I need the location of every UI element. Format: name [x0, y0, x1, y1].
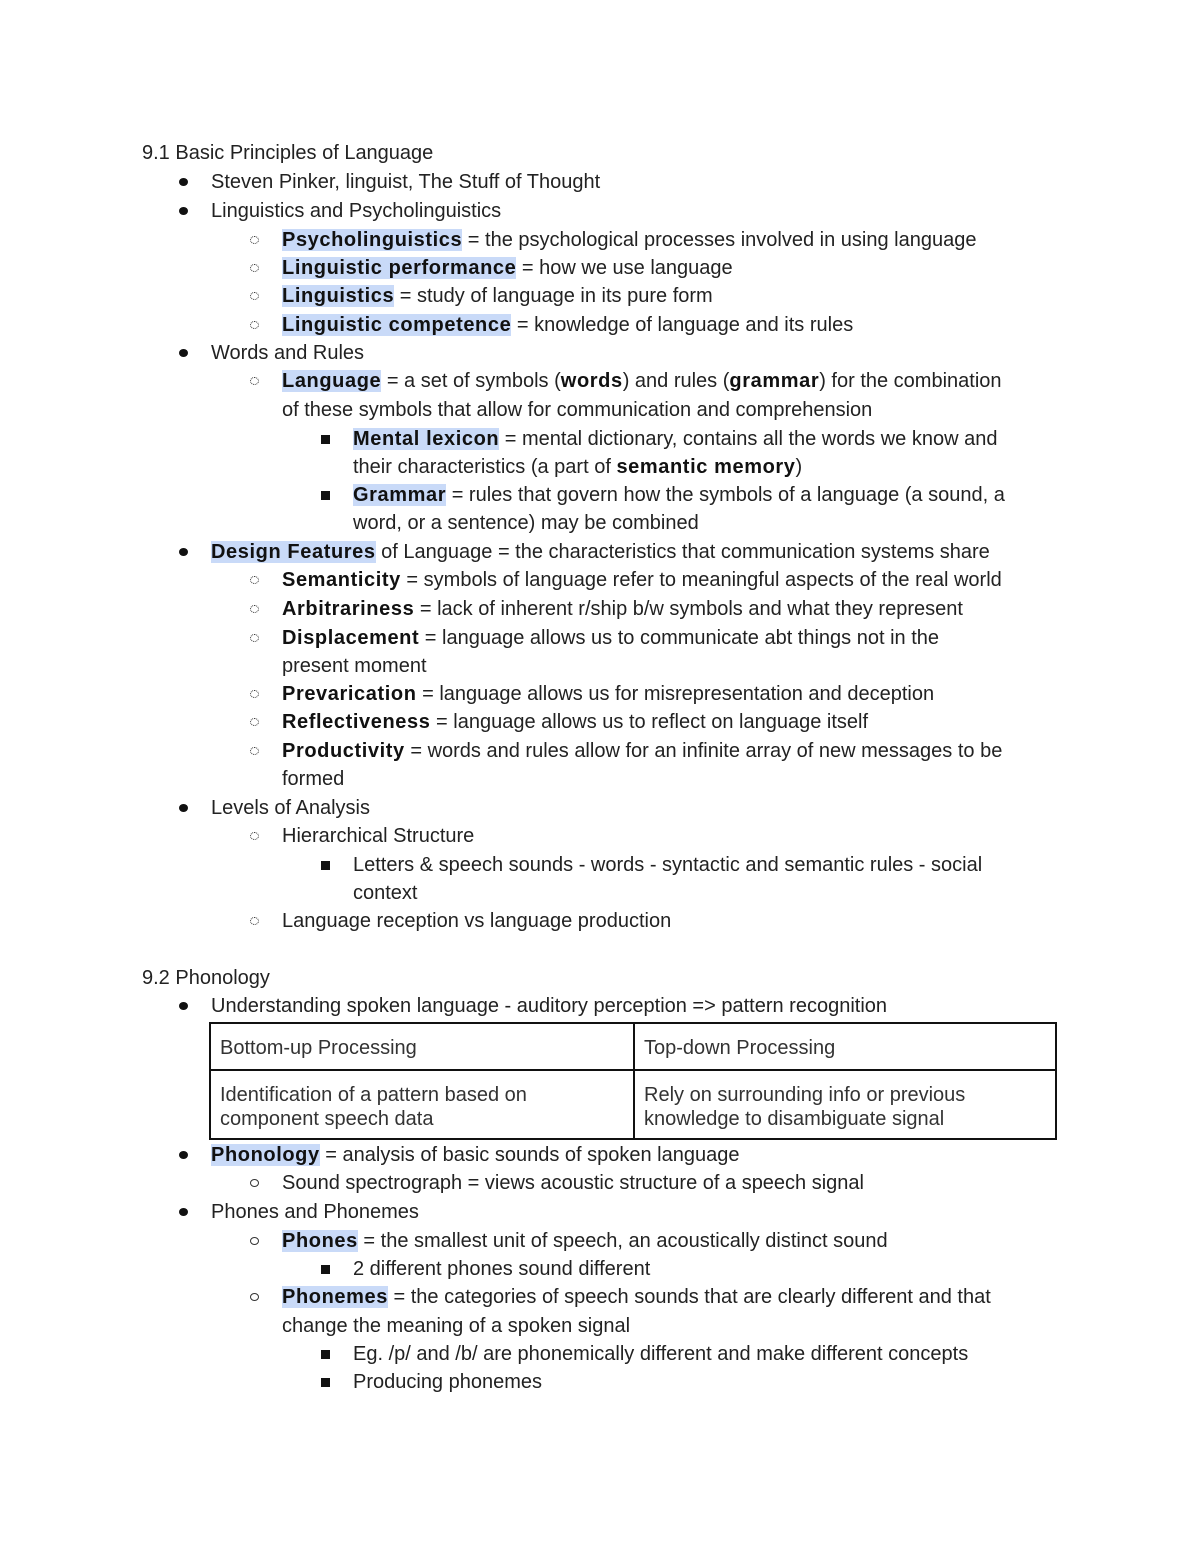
term-highlight: Design Features — [211, 541, 376, 563]
bullet-dotted-circle — [244, 737, 264, 765]
section-heading-9-1: 9.1 Basic Principles of Language — [142, 142, 434, 164]
definition-mental-lexicon-cont: their characteristics (a part of semantic memory) — [353, 456, 803, 478]
bullet-circle — [244, 1169, 264, 1197]
definition-grammar: Grammar = rules that govern how the symbols of a language (a sound, a — [353, 484, 1005, 506]
table-divider — [211, 1069, 1055, 1071]
bullet-square — [315, 425, 335, 453]
bullet-disc — [173, 339, 193, 367]
bullet-square — [315, 1368, 335, 1396]
bullet-disc — [173, 1198, 193, 1226]
bullet-disc — [173, 1141, 193, 1169]
term-highlight: Language — [282, 370, 382, 392]
list-item: Understanding spoken language - auditory perception => pattern recognition — [211, 995, 888, 1017]
definition-linguistic-competence: Linguistic competence = knowledge of language and its rules — [282, 314, 854, 336]
definition-phonology: Phonology = analysis of basic sounds of spoken language — [211, 1144, 740, 1166]
section-heading-9-2: 9.2 Phonology — [142, 967, 270, 989]
list-item: Eg. /p/ and /b/ are phonemically different and make different concepts — [353, 1343, 969, 1365]
list-item: 2 different phones sound different — [353, 1258, 651, 1280]
bullet-dotted-circle — [244, 566, 264, 594]
term-highlight: Linguistics — [282, 285, 395, 307]
definition-grammar-cont: word, or a sentence) may be combined — [353, 512, 699, 534]
definition-psycholinguistics: Psycholinguistics = the psychological processes involved in using language — [282, 229, 977, 251]
term-highlight: Linguistic performance — [282, 257, 517, 279]
bullet-dotted-circle — [244, 708, 264, 736]
bullet-dotted-circle — [244, 624, 264, 652]
bullet-circle — [244, 1283, 264, 1311]
bullet-disc — [173, 197, 193, 225]
bullet-square — [315, 1340, 335, 1368]
definition-linguistics: Linguistics = study of language in its pure form — [282, 285, 713, 307]
bullet-dotted-circle — [244, 254, 264, 282]
definition-linguistic-performance: Linguistic performance = how we use language — [282, 257, 733, 279]
table-header-top-down: Top-down Processing — [644, 1037, 836, 1059]
bullet-disc — [173, 992, 193, 1020]
term-highlight: Phones — [282, 1230, 358, 1252]
bullet-circle — [244, 1227, 264, 1255]
bullet-square — [315, 481, 335, 509]
bullet-disc — [173, 538, 193, 566]
list-item: Sound spectrograph = views acoustic structure of a speech signal — [282, 1172, 864, 1194]
bullet-disc — [173, 168, 193, 196]
list-item: Letters & speech sounds - words - syntactic and semantic rules - social — [353, 854, 983, 876]
definition-productivity: Productivity = words and rules allow for an infinite array of new messages to be — [282, 740, 1003, 762]
table-header-bottom-up: Bottom-up Processing — [220, 1037, 417, 1059]
term-highlight: Psycholinguistics — [282, 229, 463, 251]
definition-prevarication: Prevarication = language allows us for misrepresentation and deception — [282, 683, 935, 705]
definition-semanticity: Semanticity = symbols of language refer to meaningful aspects of the real world — [282, 569, 1002, 591]
bullet-disc — [173, 794, 193, 822]
bullet-dotted-circle — [244, 595, 264, 623]
table-cell-top-down: Rely on surrounding info or previous knowledge to disambiguate signal — [644, 1084, 966, 1130]
list-item: Producing phonemes — [353, 1371, 543, 1393]
definition-language-cont: of these symbols that allow for communication and comprehension — [282, 399, 873, 421]
list-item: Steven Pinker, linguist, The Stuff of Thought — [211, 171, 601, 193]
bullet-square — [315, 1255, 335, 1283]
definition-reflectiveness: Reflectiveness = language allows us to reflect on language itself — [282, 711, 868, 733]
list-item: Hierarchical Structure — [282, 825, 475, 847]
list-item: Linguistics and Psycholinguistics — [211, 200, 502, 222]
bullet-square — [315, 851, 335, 879]
definition-mental-lexicon: Mental lexicon = mental dictionary, contains all the words we know and — [353, 428, 998, 450]
term-highlight: Grammar — [353, 484, 447, 506]
bullet-dotted-circle — [244, 311, 264, 339]
definition-displacement: Displacement = language allows us to communicate abt things not in the — [282, 627, 940, 649]
definition-language: Language = a set of symbols (words) and rules (grammar) for the combination — [282, 370, 1002, 392]
list-item: Language reception vs language production — [282, 910, 672, 932]
bullet-dotted-circle — [244, 680, 264, 708]
definition-design-features: Design Features of Language = the characteristics that communication systems share — [211, 541, 990, 563]
definition-phonemes: Phonemes = the categories of speech sounds that are clearly different and that — [282, 1286, 991, 1308]
definition-arbitrariness: Arbitrariness = lack of inherent r/ship b/w symbols and what they represent — [282, 598, 963, 620]
list-item-cont: context — [353, 882, 418, 904]
term-highlight: Mental lexicon — [353, 428, 500, 450]
table-cell-bottom-up: Identification of a pattern based on component speech data — [220, 1084, 527, 1130]
processing-table — [209, 1022, 1057, 1140]
bullet-dotted-circle — [244, 822, 264, 850]
term-highlight: Linguistic competence — [282, 314, 512, 336]
bullet-dotted-circle — [244, 282, 264, 310]
term-highlight: Phonology — [211, 1144, 320, 1166]
list-item: Phones and Phonemes — [211, 1201, 419, 1223]
list-item: Words and Rules — [211, 342, 365, 364]
definition-phones: Phones = the smallest unit of speech, an acoustically distinct sound — [282, 1230, 888, 1252]
definition-phonemes-cont: change the meaning of a spoken signal — [282, 1315, 631, 1337]
bullet-dotted-circle — [244, 367, 264, 395]
bullet-dotted-circle — [244, 226, 264, 254]
definition-displacement-cont: present moment — [282, 655, 427, 677]
term-highlight: Phonemes — [282, 1286, 388, 1308]
bullet-dotted-circle — [244, 907, 264, 935]
definition-productivity-cont: formed — [282, 768, 345, 790]
list-item: Levels of Analysis — [211, 797, 370, 819]
